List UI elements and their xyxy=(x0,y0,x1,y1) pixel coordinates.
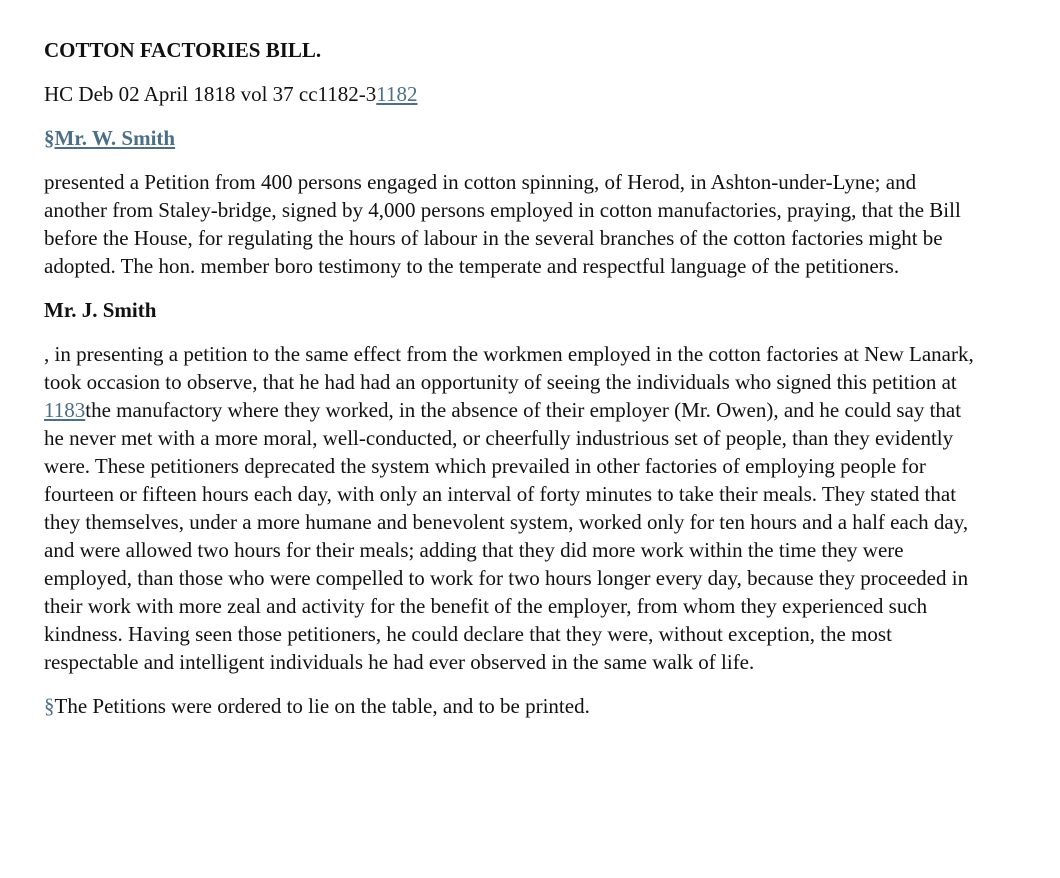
debate-reference-text: HC Deb 02 April 1818 vol 37 cc1182-3 xyxy=(44,82,377,106)
procedural-paragraph xyxy=(44,692,984,720)
speaker-link-w-smith[interactable]: Mr. W. Smith xyxy=(54,126,176,150)
column-link-1182[interactable]: 1182 xyxy=(376,82,418,106)
speech-text-part-1: , in presenting a petition to the same effect from the workmen employed in the cotton factories at New Lanark, took occasion to observe, that he had had an opportunity of seeing the individuals who signed this petition at xyxy=(44,342,974,394)
debate-reference xyxy=(44,80,984,108)
speech-paragraph-w-smith: presented a Petition from 400 persons engaged in cotton spinning, of Herod, in Ashton-under-Lyne; and another from Staley-bridge, signed by 4,000 persons employed in cotton manufactories, praying, that the Bill before the House, for regulating the hours of labour in the several branches of the cotton factories might be adopted. The hon. member boro testimony to the temperate and respectful language of the petitioners. xyxy=(44,170,961,278)
page-title: COTTON FACTORIES BILL. xyxy=(44,38,322,62)
procedural-text: The Petitions were ordered to lie on the table, and to be printed. xyxy=(54,694,590,718)
section-mark: § xyxy=(44,126,55,150)
column-link-1183[interactable]: 1183 xyxy=(44,398,86,422)
speaker-heading-w-smith xyxy=(44,124,984,152)
speech-paragraph-j-smith xyxy=(44,340,984,676)
speaker-heading-j-smith: Mr. J. Smith xyxy=(44,298,157,322)
section-mark: § xyxy=(44,694,55,718)
speech-text-part-2: the manufactory where they worked, in the absence of their employer (Mr. Owen), and he could say that he never met with a more moral, well-conducted, or cheerfully industrious set of people, than they evidently were. These petitioners deprecated the system which prevailed in other factories of employing people for fourteen or fifteen hours each day, with only an interval of forty minutes to take their meals. They stated that they themselves, under a more humane and benevolent system, worked only for ten hours and a half each day, and were allowed two hours for their meals; adding that they did more work within the time they were employed, than those who were compelled to work for two hours longer every day, because they proceeded in their work with more zeal and activity for the benefit of the employer, from whom they experienced such kindness. Having seen those petitioners, he could declare that they were, without exception, the most respectable and intelligent individuals he had ever observed in the same walk of life. xyxy=(44,398,969,674)
document-page xyxy=(44,36,984,736)
